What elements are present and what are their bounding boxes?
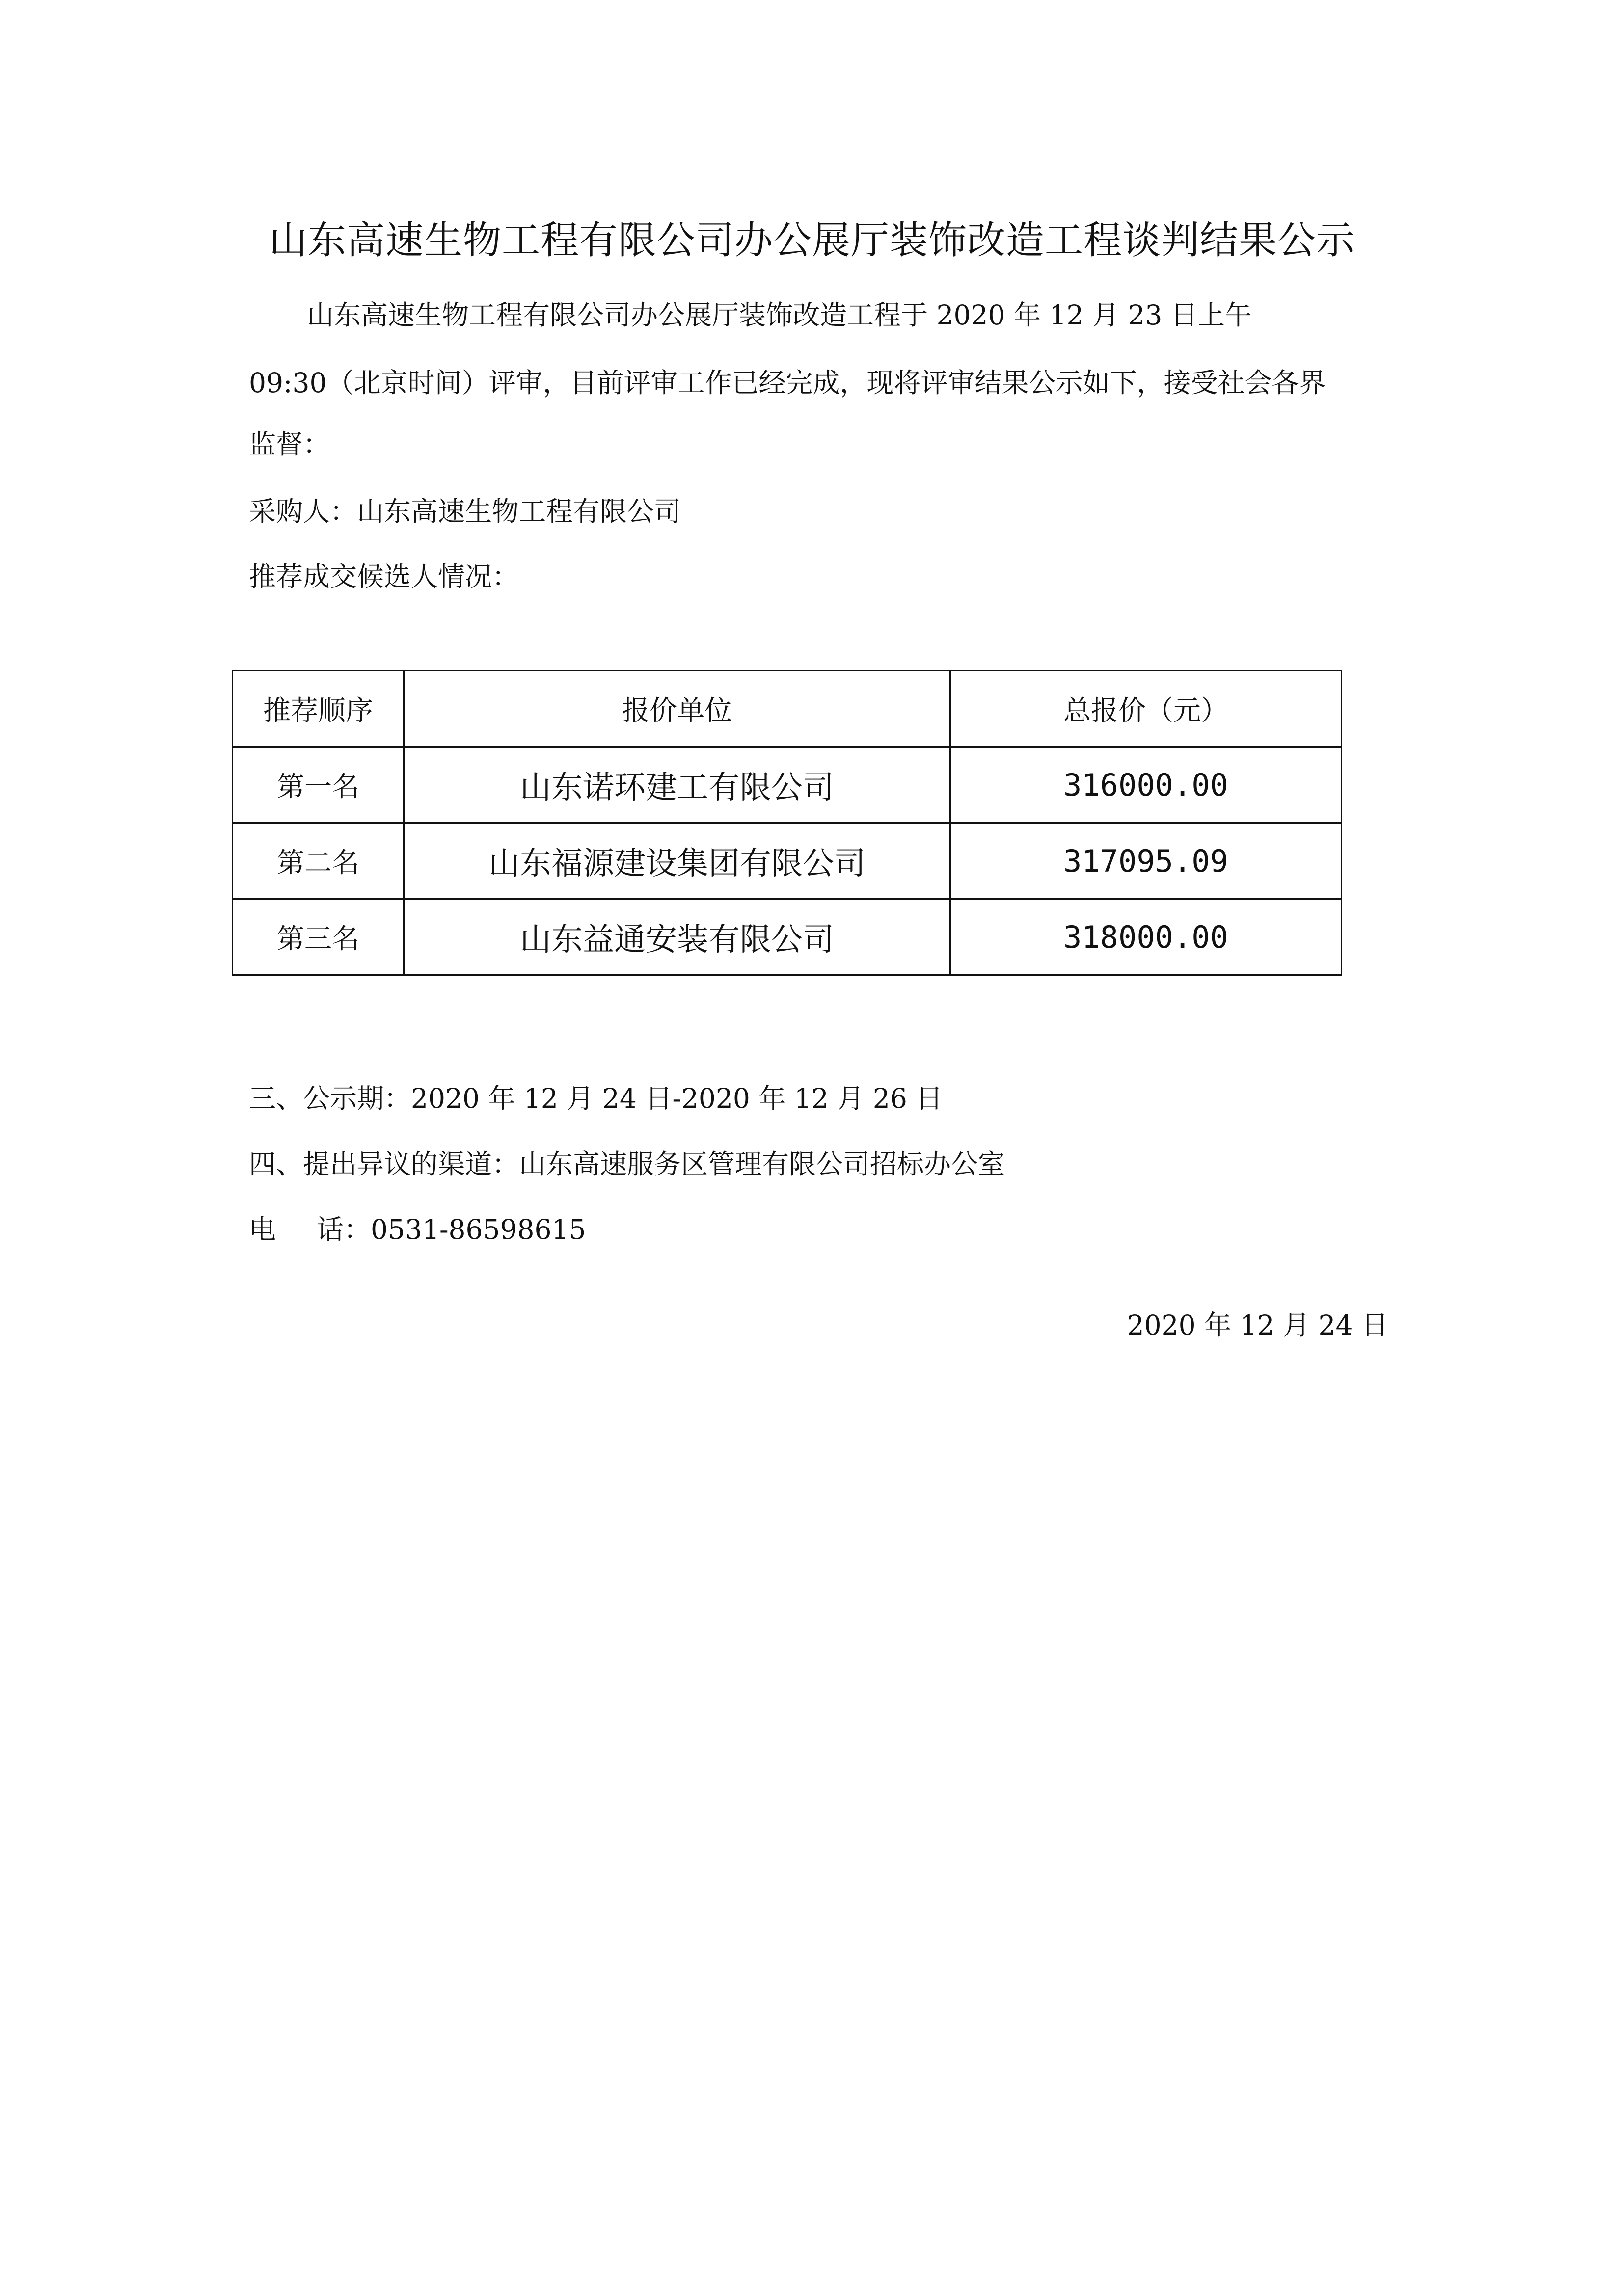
- page-title: 山东高速生物工程有限公司办公展厅装饰改造工程谈判结果公示: [269, 218, 1355, 263]
- unit-cell: 山东福源建设集团有限公司: [404, 823, 950, 899]
- signature-date: 2020 年 12 月 24 日: [1127, 1309, 1388, 1341]
- rank-cell: 第三名: [233, 899, 404, 975]
- header-unit: 报价单位: [404, 671, 950, 747]
- phone-label-char: 电: [249, 1214, 276, 1245]
- header-price: 总报价（元）: [950, 671, 1342, 747]
- header-rank: 推荐顺序: [233, 671, 404, 747]
- objection-channel: 四、提出异议的渠道：山东高速服务区管理有限公司招标办公室: [249, 1148, 1005, 1180]
- price-cell: 318000.00: [950, 899, 1342, 975]
- table-row: [233, 747, 1342, 823]
- intro-paragraph-line-3: 监督：: [249, 428, 330, 460]
- table-row: [233, 823, 1342, 899]
- table-header-row: [233, 671, 1342, 747]
- unit-cell: 山东诺环建工有限公司: [404, 747, 950, 823]
- table-row: [233, 899, 1342, 975]
- price-cell: 317095.09: [950, 823, 1342, 899]
- price-cell: 316000.00: [950, 747, 1342, 823]
- publicity-period: 三、公示期：2020 年 12 月 24 日-2020 年 12 月 26 日: [249, 1083, 943, 1114]
- phone-number: 话：0531-86598615: [317, 1214, 586, 1245]
- contact-phone: [249, 1212, 1378, 1247]
- rank-cell: 第二名: [233, 823, 404, 899]
- intro-paragraph-line-2: 09:30（北京时间）评审，目前评审工作已经完成，现将评审结果公示如下，接受社会各界: [249, 367, 1326, 399]
- purchaser-line: 采购人：山东高速生物工程有限公司: [249, 496, 681, 527]
- unit-cell: 山东益通安装有限公司: [404, 899, 950, 975]
- intro-paragraph-line-1: 山东高速生物工程有限公司办公展厅装饰改造工程于 2020 年 12 月 23 日上午: [307, 299, 1252, 331]
- recommend-heading: 推荐成交候选人情况：: [249, 561, 519, 592]
- rank-cell: 第一名: [233, 747, 404, 823]
- results-table: [232, 670, 1342, 976]
